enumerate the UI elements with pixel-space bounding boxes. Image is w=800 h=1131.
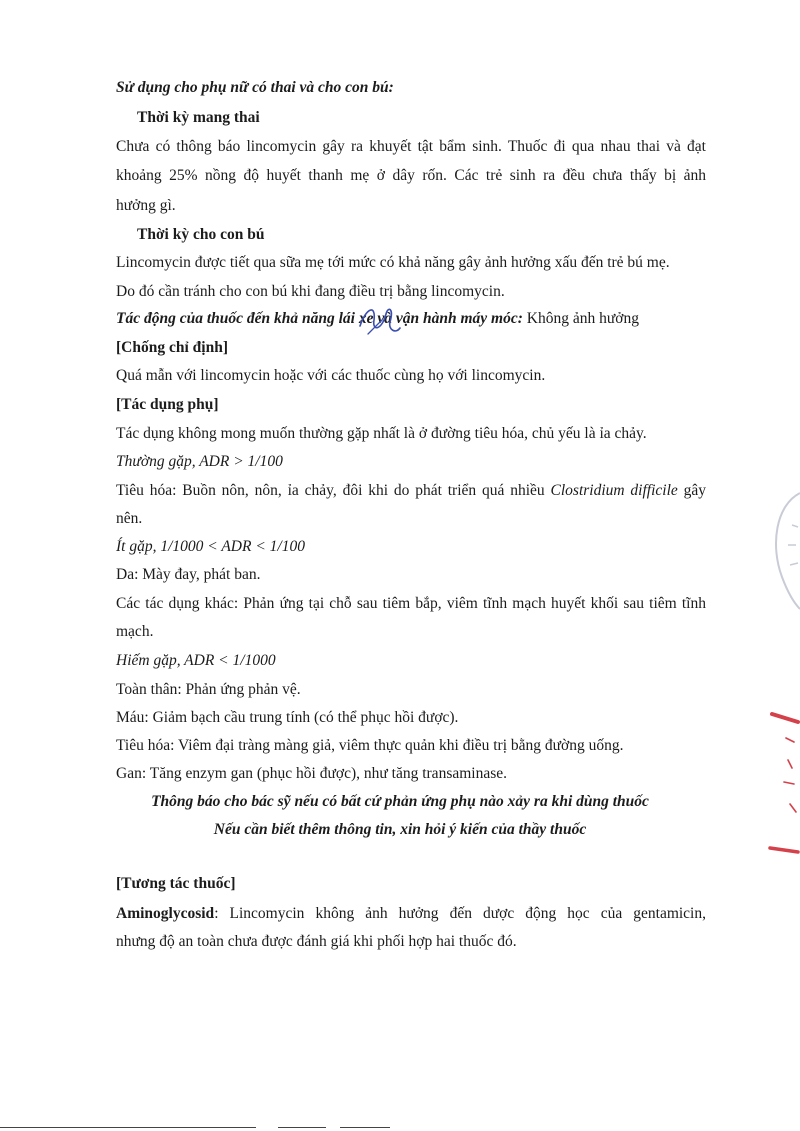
signature-mark [356,300,402,342]
bottom-rule-left [0,1127,256,1128]
adverse-effects-intro: Tác dụng không mong muốn thường gặp nhất là ở đường tiêu hóa, chủ yếu là ỉa chảy. [116,425,647,442]
contraindications-text: Quá mẫn với lincomycin hoặc với các thuốc cùng họ với lincomycin. [116,367,546,384]
notice-line-2: Nếu cần biết thêm thông tin, xin hỏi ý kiến của thầy thuốc [213,821,587,838]
rare-body: Toàn thân: Phản ứng phản vệ. [116,681,301,698]
rare-frequency-label: Hiếm gặp, ADR < 1/1000 [116,652,276,669]
contraindications-heading: [Chống chỉ định] [116,339,228,356]
interactions-line-1 [116,904,706,924]
lactation-subheading: Thời kỳ cho con bú [137,226,265,243]
faint-stamp-fragment [762,485,800,615]
interactions-text-1: : Lincomycin không ảnh hưởng đến dược động học của gentamicin, [214,905,706,922]
common-gi-line-2: nên. [116,510,143,527]
rare-gi: Tiêu hóa: Viêm đại tràng màng giả, viêm thực quản khi điều trị bằng đường uống. [116,737,624,754]
driving-value: Không ảnh hưởng [522,310,639,327]
red-stamp-fragment [764,708,800,858]
pregnancy-lactation-heading: Sử dụng cho phụ nữ có thai và cho con bú: [116,79,394,96]
common-gi-line-1 [116,481,706,501]
interactions-line-2: nhưng độ an toàn chưa được đánh giá khi phối hợp hai thuốc đó. [116,933,517,950]
uncommon-other-line-2: mạch. [116,623,154,640]
common-gi-prefix: Tiêu hóa: Buồn nôn, nôn, ỉa chảy, đôi khi do phát triển quá nhiều [116,482,551,499]
adverse-effects-heading: [Tác dụng phụ] [116,396,219,413]
uncommon-skin: Da: Mày đay, phát ban. [116,566,261,583]
lactation-text-line-2: Do đó cần tránh cho con bú khi đang điều trị bằng lincomycin. [116,283,505,300]
bottom-rule-middle [278,1127,326,1128]
driving-label: Tác động của thuốc đến khả năng lái xe và vận hành máy móc: [116,310,523,327]
pregnancy-text-line-1: Chưa có thông báo lincomycin gây ra khuyết tật bẩm sinh. Thuốc đi qua nhau thai và đạt [116,138,706,155]
uncommon-other-line-1: Các tác dụng khác: Phản ứng tại chỗ sau tiêm bắp, viêm tĩnh mạch huyết khối sau tiêm tĩnh [116,595,706,612]
pregnancy-subheading: Thời kỳ mang thai [137,109,260,126]
notice-line-1: Thông báo cho bác sỹ nếu có bất cứ phản ứng phụ nào xảy ra khi dùng thuốc [151,793,649,810]
rare-liver: Gan: Tăng enzym gan (phục hồi được), như tăng transaminase. [116,765,508,782]
lactation-text-line-1: Lincomycin được tiết qua sữa mẹ tới mức có khả năng gây ảnh hưởng xấu đến trẻ bú mẹ. [116,254,670,271]
interactions-drug: Aminoglycosid [116,905,215,922]
bottom-rule-right [340,1127,390,1128]
pregnancy-text-line-3: hưởng gì. [116,197,176,214]
common-frequency-label: Thường gặp, ADR > 1/100 [116,453,283,470]
interactions-heading: [Tương tác thuốc] [116,875,236,892]
common-gi-organism: Clostridium difficile [550,482,678,499]
pregnancy-text-line-2: khoảng 25% nồng độ huyết thanh mẹ ở dây rốn. Các trẻ sinh ra đều chưa thấy bị ảnh [116,167,706,184]
rare-blood: Máu: Giảm bạch cầu trung tính (có thể phục hồi được). [116,709,459,726]
uncommon-frequency-label: Ít gặp, 1/1000 < ADR < 1/100 [116,538,305,555]
common-gi-suffix: gây [677,482,707,499]
